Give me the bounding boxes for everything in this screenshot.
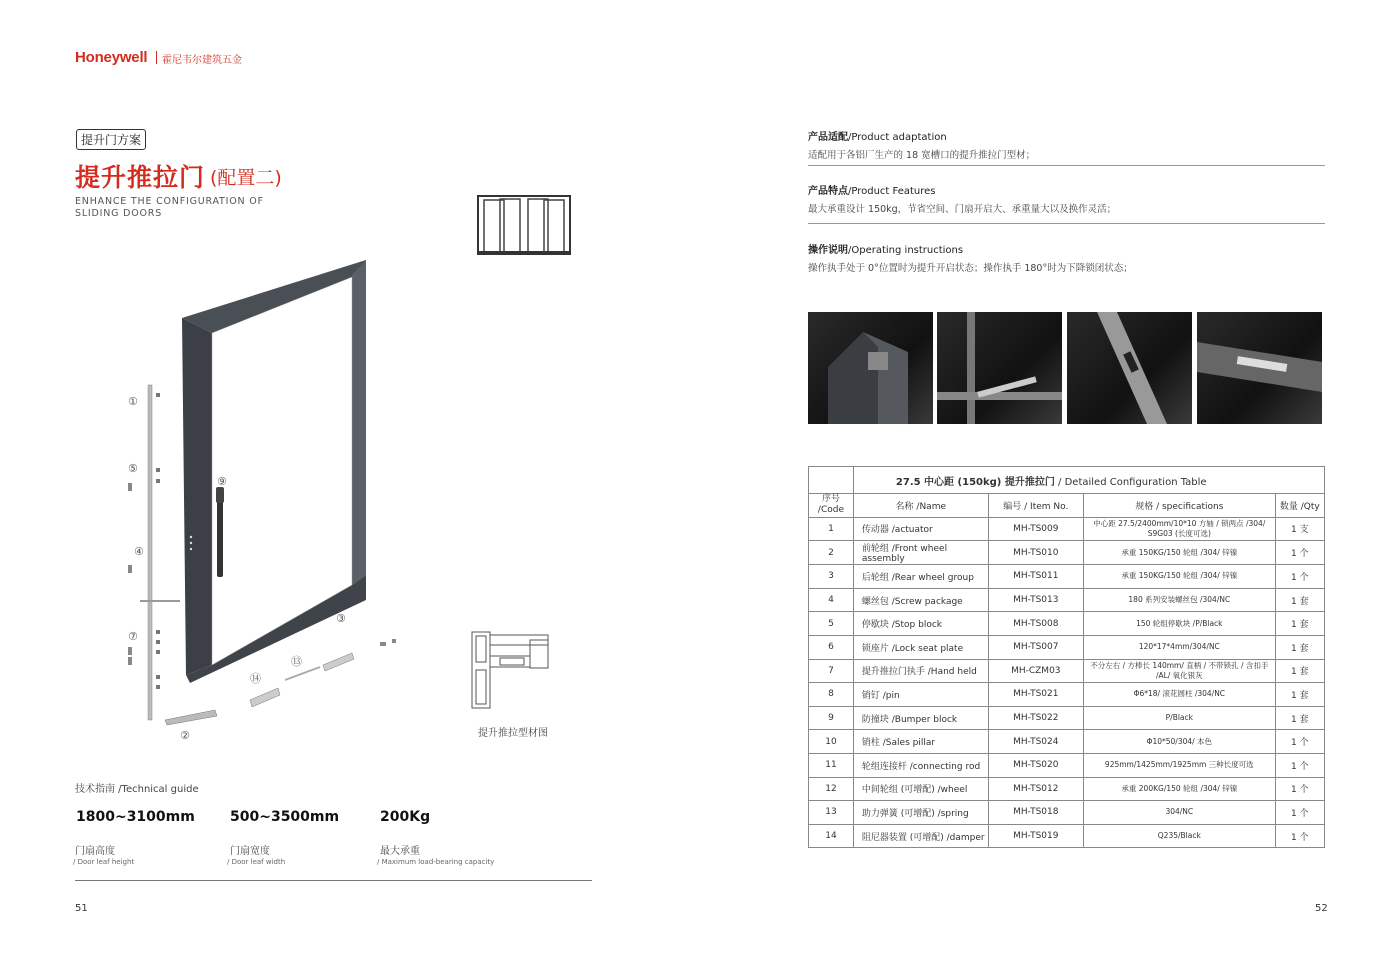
- table-row: 4 螺丝包 /Screw package MH-TS013 180 系列安装螺丝包 /304/NC 1 套: [809, 588, 1325, 612]
- stat-label-height: 门扇高度: [75, 846, 115, 857]
- header-spec: 规格 / specifications: [1083, 494, 1275, 518]
- tech-guide-label: 技术指南 /Technical guide: [75, 784, 199, 795]
- section-heading-adaptation: 产品适配/Product adaptation: [808, 132, 947, 143]
- table-row: 11 轮组连接杆 /connecting rod MH-TS020 925mm/1425mm/1925mm 三种长度可选 1 个: [809, 753, 1325, 777]
- brand-divider: [156, 51, 157, 64]
- table-row: 7 提升推拉门执手 /Hand held MH-CZM03 不分左右 / 方棒长 140mm/ 直柄 / 不带锁孔 / 含扣手 /AL/ 氧化银灰 1 套: [809, 659, 1325, 683]
- page-title: 提升推拉门: [75, 163, 206, 192]
- page-number-left: 51: [75, 903, 88, 914]
- table-row: 2 前轮组 /Front wheel assembly MH-TS010 承重 150KG/150 轮组 /304/ 锌镍 1 个: [809, 541, 1325, 565]
- page-subtitle-en: [75, 196, 264, 220]
- stat-value-height: 1800~3100mm: [76, 809, 195, 825]
- stat-value-width: 500~3500mm: [230, 809, 340, 825]
- table-row: 9 防撞块 /Bumper block MH-TS022 P/Black 1 套: [809, 706, 1325, 730]
- callout-4: ④: [134, 545, 144, 558]
- brand-logo: Honeywell: [75, 49, 148, 66]
- table-row: 12 中间轮组 (可增配) /wheel MH-TS012 承重 200KG/150 轮组 /304/ 锌镍 1 个: [809, 777, 1325, 801]
- stat-value-load: 200Kg: [380, 809, 431, 825]
- profile-caption: 提升推拉型材图: [478, 728, 548, 739]
- table-row: 6 锁座片 /Lock seat plate MH-TS007 120*17*4mm/304/NC 1 套: [809, 635, 1325, 659]
- stat-label-load-en: / Maximum load-bearing capacity: [377, 858, 495, 866]
- table-row: 3 后轮组 /Rear wheel group MH-TS011 承重 150KG/150 轮组 /304/ 锌镍 1 个: [809, 565, 1325, 589]
- table-header-row: [809, 494, 1325, 518]
- callout-14: ⑭: [250, 672, 261, 685]
- header-code: 序号 /Code: [809, 494, 854, 518]
- header-name: 名称 /Name: [853, 494, 988, 518]
- table-row: 1 传动器 /actuator MH-TS009 中心距 27.5/2400mm/10*10 方轴 / 锁两点 /304/ S9G03 (长度可选) 1 支: [809, 517, 1325, 541]
- section-heading-features: 产品特点/Product Features: [808, 186, 936, 197]
- subtitle-line-2: SLIDING DOORS: [75, 208, 163, 219]
- stat-label-width: 门扇宽度: [230, 846, 270, 857]
- table-row: 5 停歇块 /Stop block MH-TS008 150 轮组停歇块 /P/Black 1 套: [809, 612, 1325, 636]
- door-exploded-illustration: [120, 255, 410, 750]
- section-text-operation: 操作执手处于 0°位置时为提升开启状态；操作执手 180°时为下降锁闭状态；: [808, 263, 1133, 274]
- table-row: 13 助力弹簧 (可增配) /spring MH-TS018 304/NC 1 个: [809, 801, 1325, 825]
- section-divider: [808, 223, 1325, 224]
- category-tag: 提升门方案: [76, 129, 146, 150]
- product-photo-profile: [808, 312, 933, 424]
- sliding-door-elevation-illustration: [476, 194, 572, 256]
- section-text-adaptation: 适配用于各铝厂生产的 18 宽槽口的提升推拉门型材；: [808, 150, 1036, 161]
- configuration-table: [808, 466, 1325, 848]
- section-heading-operation: 操作说明/Operating instructions: [808, 245, 964, 256]
- page-title-suffix: (配置二): [210, 167, 282, 189]
- callout-2: ②: [180, 729, 190, 742]
- stat-label-load: 最大承重: [380, 846, 420, 857]
- callout-5: ⑤: [128, 462, 138, 475]
- callout-1: ①: [128, 395, 138, 408]
- profile-section-drawing: [470, 630, 552, 710]
- callout-9: ⑨: [217, 475, 227, 488]
- callout-7: ⑦: [128, 630, 138, 643]
- product-photo-lock: [1067, 312, 1192, 424]
- table-row: 8 销钉 /pin MH-TS021 Φ6*18/ 滚花圆柱 /304/NC 1 套: [809, 683, 1325, 707]
- section-text-features: 最大承重设计 150kg，节省空间、门扇开启大、承重量大以及换作灵活；: [808, 204, 1117, 215]
- subtitle-line-1: ENHANCE THE CONFIGURATION OF: [75, 196, 264, 207]
- left-footer-divider: [75, 880, 592, 881]
- header-item-no: 编号 / Item No.: [988, 494, 1083, 518]
- brand-name-cn: 霍尼韦尔建筑五金: [162, 55, 242, 66]
- stat-label-width-en: / Door leaf width: [227, 858, 286, 866]
- table-row: 14 阻尼器装置 (可增配) /damper MH-TS019 Q235/Black 1 个: [809, 824, 1325, 848]
- table-title: 27.5 中心距 (150kg) 提升推拉门 / Detailed Configuration Table: [853, 467, 1324, 494]
- section-divider: [808, 165, 1325, 166]
- product-photo-corner: [937, 312, 1062, 424]
- page-number-right: 52: [1315, 903, 1328, 914]
- product-photo-track: [1197, 312, 1322, 424]
- callout-3: ③: [336, 612, 346, 625]
- stat-label-height-en: / Door leaf height: [73, 858, 135, 866]
- table-row: 10 销柱 /Sales pillar MH-TS024 Φ10*50/304/ 本色 1 个: [809, 730, 1325, 754]
- header-qty: 数量 /Qty: [1275, 494, 1324, 518]
- callout-13: ⑬: [291, 655, 302, 668]
